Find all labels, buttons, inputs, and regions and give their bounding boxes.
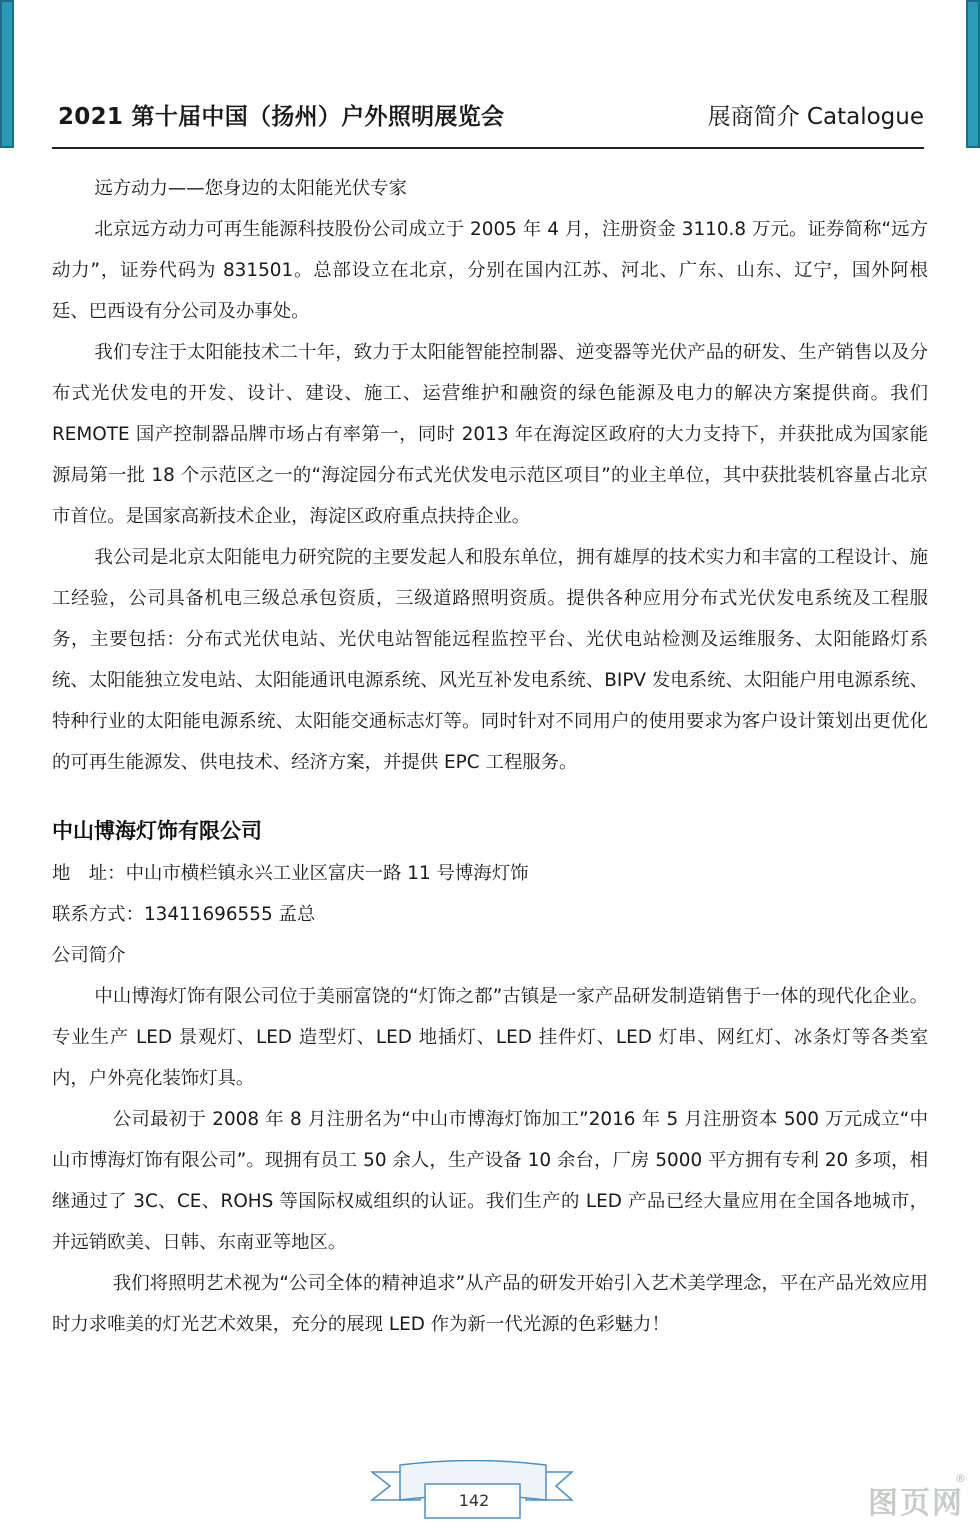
header-catalogue-label: 展商简介 Catalogue: [707, 104, 924, 130]
header-divider: [52, 147, 924, 149]
page-header: [52, 96, 924, 136]
watermark-logo: 图页网 ®: [868, 1472, 968, 1521]
paragraph: 公司最初于 2008 年 8 月注册名为“中山市博海灯饰加工”2016 年 5 月注册资本 500 万元成立“中山市博海灯饰有限公司”。现拥有员工 50 余人，生产设备 10 余台，厂房 5000 平方拥有专利 20 多项，相继通过了 3C、CE、ROHS 等国际权威组织的认证。我们生产的 LED 产品已经大量应用在全国各地城市，并远销欧美、日韩、东南亚等地区。: [52, 1109, 928, 1253]
paragraph: 我们将照明艺术视为“公司全体的精神追求”从产品的研发开始引入艺术美学理念，平在产品光效应用时力求唯美的灯光艺术效果，充分的展现 LED 作为新一代光源的色彩魅力！: [52, 1273, 928, 1335]
company-address: 地 址：中山市横栏镇永兴工业区富庆一路 11 号博海灯饰: [52, 863, 529, 884]
paragraph: 北京远方动力可再生能源科技股份公司成立于 2005 年 4 月，注册资金 3110.8 万元。证券简称“远方动力”，证券代码为 831501。总部设立在北京，分别在国内江苏、河北、广东、山东、辽宁，国外阿根廷、巴西设有分公司及办事处。: [52, 219, 928, 322]
company-contact: 联系方式：13411696555 孟总: [52, 904, 316, 925]
right-edge-bar: [966, 0, 980, 148]
header-title: 2021 第十届中国（扬州）户外照明展览会: [58, 104, 505, 130]
watermark-text: 图页网: [868, 1486, 964, 1521]
paragraph: 我公司是北京太阳能电力研究院的主要发起人和股东单位，拥有雄厚的技术实力和丰富的工程设计、施工经验，公司具备机电三级总承包资质，三级道路照明资质。提供各种应用分布式光伏发电系统及工程服务，主要包括：分布式光伏电站、光伏电站智能远程监控平台、光伏电站检测及运维服务、太阳能路灯系统、太阳能独立发电站、太阳能通讯电源系统、风光互补发电系统、BIPV 发电系统、太阳能户用电源系统、特种行业的太阳能电源系统、太阳能交通标志灯等。同时针对不同用户的使用要求为客户设计策划出更优化的可再生能源发、供电技术、经济方案，并提供 EPC 工程服务。: [52, 547, 928, 773]
page-content: [52, 168, 928, 1345]
slogan: 远方动力——您身边的太阳能光伏专家: [94, 178, 407, 199]
paragraph: 我们专注于太阳能技术二十年，致力于太阳能智能控制器、逆变器等光伏产品的研发、生产销售以及分布式光伏发电的开发、设计、建设、施工、运营维护和融资的绿色能源及电力的解决方案提供商。我们 REMOTE 国产控制器品牌市场占有率第一，同时 2013 年在海淀区政府的大力支持下，并获批成为国家能源局第一批 18 个示范区之一的“海淀园分布式光伏发电示范区项目”的业主单位，其中获批装机容量占北京市首位。是国家高新技术企业，海淀区政府重点扶持企业。: [52, 342, 928, 527]
paragraph: 中山博海灯饰有限公司位于美丽富饶的“灯饰之都”古镇是一家产品研发制造销售于一体的现代化企业。专业生产 LED 景观灯、LED 造型灯、LED 地插灯、LED 挂件灯、LED 灯串、网红灯、冰条灯等各类室内，户外亮化装饰灯具。: [52, 986, 928, 1089]
left-edge-bar: [0, 0, 14, 148]
page-number: 142: [458, 1491, 490, 1510]
section-gap: [52, 783, 928, 809]
company-intro-label: 公司简介: [52, 945, 126, 966]
company-name: 中山博海灯饰有限公司: [52, 819, 262, 843]
